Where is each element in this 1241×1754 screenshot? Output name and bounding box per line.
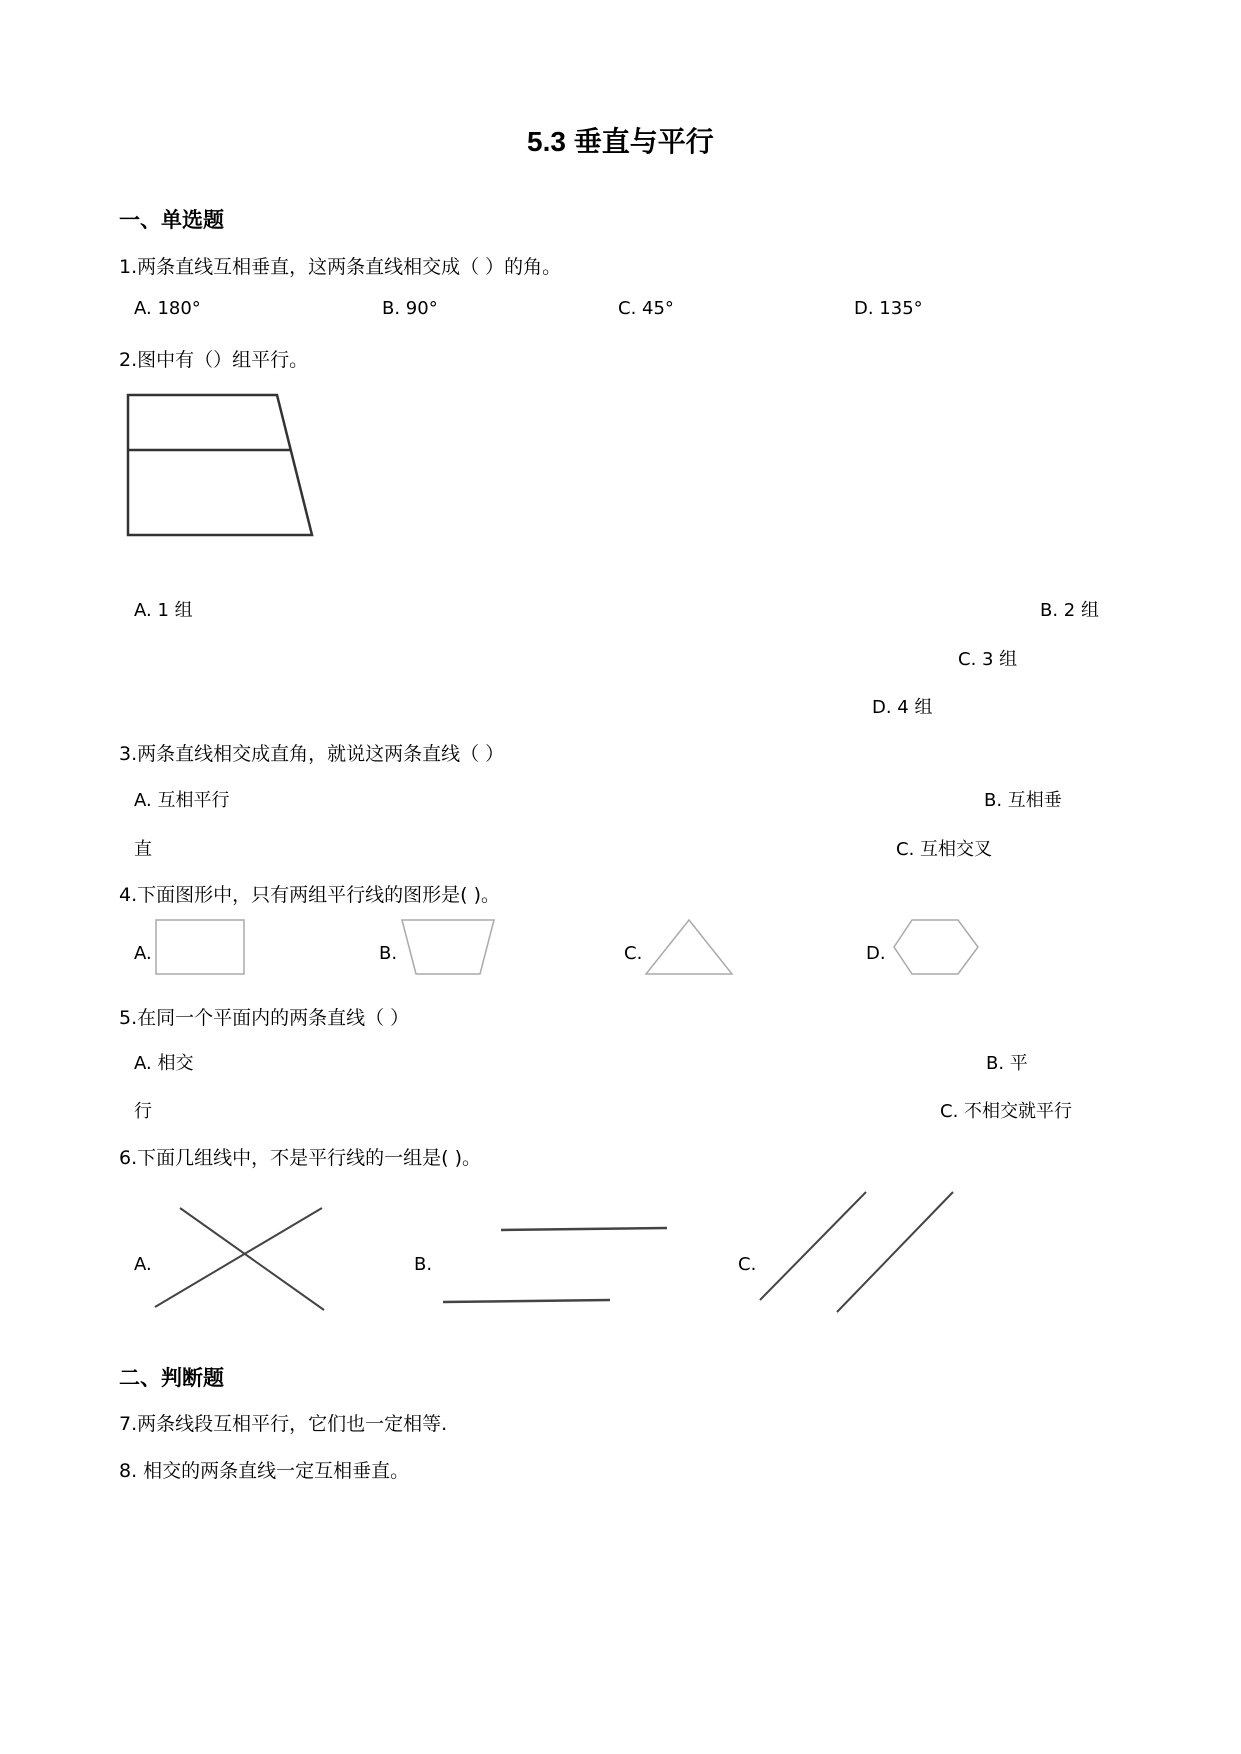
question-4-text: 4.下面图形中，只有两组平行线的图形是( )。 bbox=[119, 884, 500, 906]
question-8-text: 8. 相交的两条直线一定互相垂直。 bbox=[119, 1460, 410, 1482]
question-4-hexagon-figure bbox=[892, 918, 980, 976]
question-7-text: 7.两条线段互相平行，它们也一定相等. bbox=[119, 1413, 448, 1435]
question-2-figure bbox=[120, 390, 320, 540]
question-4-option-d[interactable]: D. bbox=[866, 943, 886, 964]
question-6-option-a[interactable]: A. bbox=[134, 1254, 152, 1275]
question-1-option-b[interactable]: B. 90° bbox=[382, 298, 438, 319]
question-2-option-c[interactable]: C. 3 组 bbox=[958, 649, 1018, 670]
question-2-option-b[interactable]: B. 2 组 bbox=[1040, 600, 1099, 621]
question-2-option-d[interactable]: D. 4 组 bbox=[872, 697, 933, 718]
section-heading-single-choice: 一、单选题 bbox=[119, 208, 224, 232]
question-4-option-c[interactable]: C. bbox=[624, 943, 643, 964]
question-3-option-a[interactable]: A. 互相平行 bbox=[134, 790, 230, 811]
question-5-option-b[interactable]: B. 平 bbox=[986, 1053, 1028, 1074]
question-5-option-a[interactable]: A. 相交 bbox=[134, 1053, 194, 1074]
question-6-parallel-diagonal-figure bbox=[756, 1188, 956, 1318]
question-6-option-b[interactable]: B. bbox=[414, 1254, 433, 1275]
question-5-option-c[interactable]: C. 不相交就平行 bbox=[940, 1101, 1073, 1122]
question-1-text: 1.两条直线互相垂直，这两条直线相交成（ ）的角。 bbox=[119, 256, 562, 278]
question-3-text: 3.两条直线相交成直角，就说这两条直线（ ） bbox=[119, 743, 505, 765]
question-3-option-b[interactable]: B. 互相垂 bbox=[984, 790, 1062, 811]
question-6-option-c[interactable]: C. bbox=[738, 1254, 757, 1275]
question-3-option-b-wrap: 直 bbox=[134, 839, 152, 860]
question-6-intersecting-lines-figure bbox=[152, 1200, 322, 1320]
question-4-rectangle-figure bbox=[154, 918, 246, 976]
question-4-option-b[interactable]: B. bbox=[379, 943, 398, 964]
question-2-option-a[interactable]: A. 1 组 bbox=[134, 600, 193, 621]
question-1-option-d[interactable]: D. 135° bbox=[854, 298, 923, 319]
question-4-trapezoid-figure bbox=[400, 918, 496, 976]
question-3-option-c[interactable]: C. 互相交叉 bbox=[896, 839, 993, 860]
question-2-text: 2.图中有（）组平行。 bbox=[119, 349, 309, 371]
question-5-option-b-wrap: 行 bbox=[134, 1101, 152, 1122]
question-5-text: 5.在同一个平面内的两条直线（ ） bbox=[119, 1007, 410, 1029]
section-heading-true-false: 二、判断题 bbox=[119, 1366, 224, 1390]
question-6-parallel-horizontal-figure bbox=[436, 1222, 666, 1322]
page-title: 5.3 垂直与平行 bbox=[527, 126, 714, 157]
question-6-text: 6.下面几组线中，不是平行线的一组是( )。 bbox=[119, 1147, 481, 1169]
question-1-option-c[interactable]: C. 45° bbox=[618, 298, 674, 319]
question-4-triangle-figure bbox=[644, 918, 734, 976]
question-4-option-a[interactable]: A. bbox=[134, 943, 152, 964]
question-1-option-a[interactable]: A. 180° bbox=[134, 298, 201, 319]
